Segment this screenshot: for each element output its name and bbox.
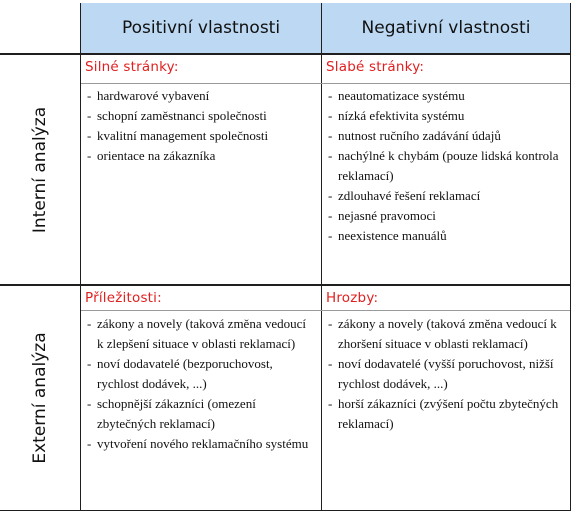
grid-line-bottom	[0, 510, 571, 511]
weaknesses-item: - nejasné pravomoci	[328, 206, 562, 226]
quadrant-weaknesses	[322, 55, 570, 284]
threats-item: - zákony a novely (taková změna vedoucí k zhoršení situace v oblasti reklamací)	[328, 314, 562, 354]
threats-title: Hrozby:	[326, 290, 379, 306]
weaknesses-item: - neautomatizace systému	[328, 86, 562, 106]
weaknesses-item: - nutnost ručního zadávání údajů	[328, 126, 562, 146]
grid-line-middle	[321, 3, 322, 511]
threats-item: - horší zákazníci (zvýšení počtu zbytečných reklamací)	[328, 394, 562, 434]
weaknesses-list	[322, 86, 570, 246]
divider-internal	[81, 83, 570, 84]
strengths-title: Silné stránky:	[85, 59, 179, 75]
strengths-list	[81, 86, 321, 166]
weaknesses-item: - nachýlné k chybám (pouze lidská kontrola reklamací)	[328, 146, 562, 186]
strengths-item: - hardwarové vybavení	[87, 86, 313, 106]
opportunities-item: - vytvoření nového reklamačního systému	[87, 434, 313, 454]
threats-list	[322, 314, 570, 434]
weaknesses-title: Slabé stránky:	[326, 59, 425, 75]
row-label-external	[0, 286, 80, 510]
opportunities-item: - schopnější zákazníci (omezení zbytečných reklamací)	[87, 394, 313, 434]
opportunities-list	[81, 314, 321, 454]
header-positive	[81, 3, 321, 53]
grid-line-header	[0, 53, 571, 55]
opportunities-title: Příležitosti:	[85, 290, 162, 306]
quadrant-strengths	[81, 55, 321, 284]
strengths-item: - orientace na zákazníka	[87, 146, 313, 166]
weaknesses-item: - neexistence manuálů	[328, 226, 562, 246]
strengths-item: - schopní zaměstnanci společnosti	[87, 106, 313, 126]
strengths-item: - kvalitní management společnosti	[87, 126, 313, 146]
opportunities-item: - zákony a novely (taková změna vedoucí k zlepšení situace v oblasti reklamací)	[87, 314, 313, 354]
weaknesses-item: - nízká efektivita systému	[328, 106, 562, 126]
header-negative	[322, 3, 570, 53]
row-label-external-text: Externí analýza	[30, 332, 50, 464]
divider-external	[81, 310, 570, 311]
opportunities-item: - noví dodavatelé (bezporuchovost, rychlost dodávek, ...)	[87, 354, 313, 394]
grid-line-left	[80, 3, 81, 511]
quadrant-threats	[322, 286, 570, 510]
quadrant-opportunities	[81, 286, 321, 510]
threats-item: - noví dodavatelé (vyšší poruchovost, nižší rychlost dodávek, ...)	[328, 354, 562, 394]
row-label-internal	[0, 55, 80, 284]
weaknesses-item: - zdlouhavé řešení reklamací	[328, 186, 562, 206]
grid-line-right	[570, 3, 571, 511]
grid-line-center	[0, 284, 571, 286]
row-label-internal-text: Interní analýza	[30, 106, 50, 233]
header-negative-label: Negativní vlastnosti	[361, 18, 531, 38]
header-positive-label: Positivní vlastnosti	[121, 18, 281, 38]
